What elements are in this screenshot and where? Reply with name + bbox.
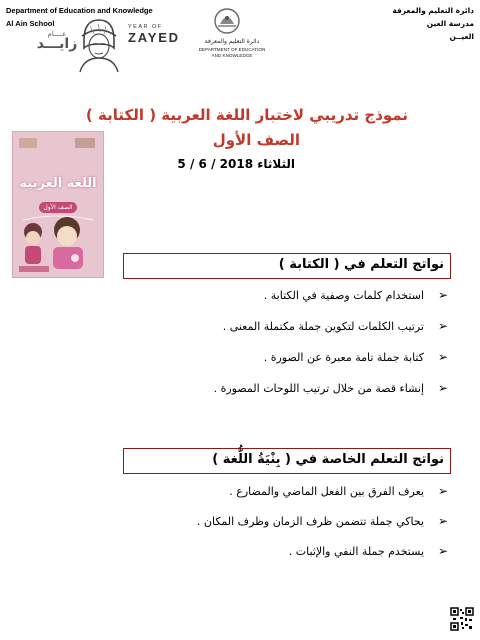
section-language-structure-list [0, 480, 480, 580]
doe-en-line1: DEPARTMENT OF EDUCATION [198, 47, 266, 52]
arrow-check-icon: ➢ [438, 288, 449, 302]
dept-name-ar: دائرة التعليم والمعرفة [392, 6, 474, 15]
list-item: كتابة جملة تامة معبرة عن الصورة . [263, 351, 424, 364]
doe-name-ar: دائرة التعليم والمعرفة [204, 38, 260, 45]
section-language-structure-header [123, 448, 451, 474]
zayed-text: ZAYED [128, 30, 180, 45]
grade-title: الصف الأول [212, 131, 300, 149]
book-title: اللغة العربية [19, 176, 97, 191]
doe-name-en [190, 47, 274, 59]
qr-code-icon [450, 607, 474, 631]
textbook-cover-image [12, 131, 104, 278]
arrow-check-icon: ➢ [438, 319, 449, 333]
arrow-check-icon: ➢ [438, 381, 449, 395]
city-name-ar: العيــن [449, 32, 474, 41]
list-item: يعرف الفرق بين الفعل الماضي والمضارع . [229, 485, 424, 498]
header-arabic [392, 4, 474, 43]
exam-date: الثلاثاء 2018 / 6 / 5 [177, 157, 295, 171]
section-language-structure-title: نواتج التعلم الخاصة في ( بِنْيَةُ اللُّغة ) [212, 452, 444, 467]
dept-name-en: Department of Education and Knowledge [6, 6, 153, 15]
school-name-ar: مدرسة العين [426, 19, 474, 28]
section-writing-header [123, 253, 451, 279]
book-subtitle: الصف الأول [39, 202, 77, 213]
list-item: استخدام كلمات وصفية في الكتابة . [263, 289, 424, 302]
logo-big-text: زايـــد [36, 36, 78, 52]
school-name-en: Al Ain School [6, 19, 55, 28]
list-item: إنشاء قصة من خلال ترتيب اللوحات المصورة . [213, 382, 424, 395]
arrow-check-icon: ➢ [438, 544, 449, 558]
arrow-check-icon: ➢ [438, 484, 449, 498]
arrow-check-icon: ➢ [438, 350, 449, 364]
list-item: يحاكي جملة تتضمن ظرف الزمان وظرف المكان . [196, 515, 424, 528]
abu-dhabi-emblem-icon [212, 6, 242, 36]
section-writing-title: نواتج التعلم في ( الكتابة ) [278, 257, 444, 272]
doe-en-line2: AND KNOWLEDGE [211, 53, 253, 58]
page-title: نموذج تدريبي لاختبار اللغة العربية ( الكتابة ) [85, 106, 408, 124]
arrow-check-icon: ➢ [438, 514, 449, 528]
year-of-text: YEAR OF [128, 24, 163, 30]
list-item: يستخدم جملة النفي والإثبات . [288, 545, 424, 558]
logo-small-text: عــــام [47, 30, 67, 38]
list-item: ترتيب الكلمات لتكوين جملة مكتملة المعنى . [222, 320, 424, 333]
year-of-zayed-wordmark [128, 24, 194, 45]
section-writing-list [0, 283, 480, 413]
zayed-portrait-image [70, 14, 128, 74]
